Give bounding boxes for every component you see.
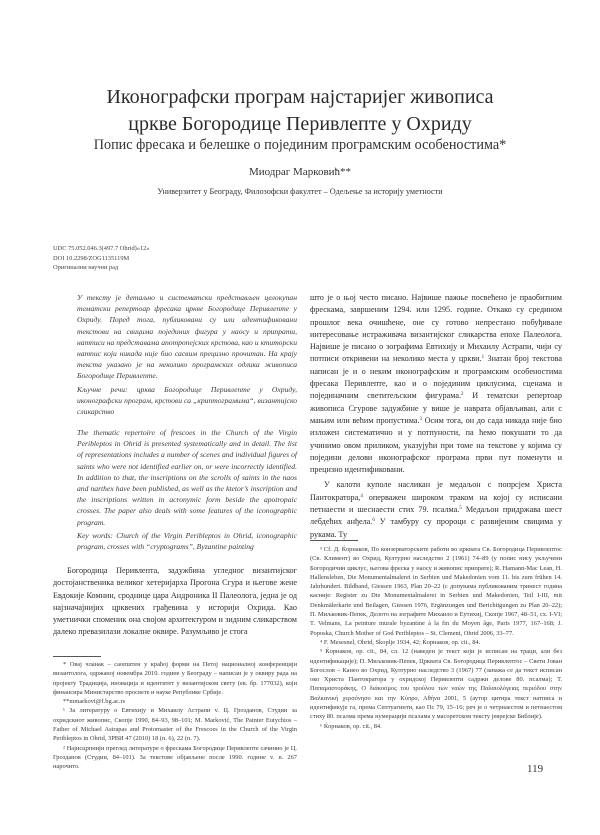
author-affiliation: Универзитет у Београду, Филозофски факултет – Одељење за историју уметности xyxy=(157,187,443,196)
page-number: 119 xyxy=(527,763,544,775)
body-text: Медаљон придржава шест лебдећих анђела. xyxy=(310,505,562,527)
doi[interactable]: DOI 10.2298/ZOG1135119M xyxy=(53,254,130,262)
body-text: што је о њој често писано. Највише пажње посвећено је праобитним фрескама, завршеним 1294. или 1295. године. Откако су средином прошлог века очишћене, оне су готово непрестано побуђивале интересовање истраживача византијског сликарства епохе Палеолога. Највише је писано о зографима Евтихију и Михаилу Астрапи, чији су потписи откривени на неколико места у цркви. xyxy=(310,293,562,364)
body-paragraph xyxy=(310,292,562,476)
keywords-english: Key words: Church of the Virgin Peribleptos in Ohrid, iconographic program, crosses with “cryptograms”, Byzantine painting xyxy=(77,530,297,552)
footnote: ⁴ F. Mesesnel, Ohrid, Skoplje 1934, 42; Ќорнаков, op. cit., 84. xyxy=(320,638,481,646)
footnote: ¹ За литературу о Евтихију и Михаилу Астрапи v. Ц. Грозданов, Студии за охридскиот живопис, Скопје 1990, 84–93, 98–101; M. Marković, The Painter Eutychios – Father of Michael Astrapas and Protomaster of the Frescoes in the Church of the Virgin Peribleptos in Ohrid, ЗРВИ 47 (2010) 18 (n. 6), 22 (n. 7). xyxy=(53,707,297,743)
footnote-divider xyxy=(53,656,101,657)
footnote-ref[interactable]: 1 xyxy=(481,355,485,361)
footnote-ref[interactable]: 2 xyxy=(461,392,464,398)
footnote: ⁶ Ќорнаков, op. cit., 84. xyxy=(320,722,382,730)
abstract-serbian xyxy=(77,292,297,419)
body-text: У тамбуру су пророци с развијеним свицима у рукама. Ту xyxy=(310,517,562,539)
body-text: оперважен широком траком на којој су исписани петнаести и шеснаести стих 79. псалма. xyxy=(310,492,562,515)
body-paragraph xyxy=(310,479,562,540)
keywords-serbian: Кључне речи: црква Богородице Перивлепте у Охриду, иконографски програм, крстови са „криптограмима“, византијско сликарство xyxy=(77,384,297,417)
footnotes-left xyxy=(53,660,297,772)
footnote: ³ Cf. Д. Ќорнаков, По конзерваторските работи во црквата Св. Богородица Перивлептос (Св. Климент) во Охрид, Културно наследство 2 (1961) 74–89 (у попис нису укључени Богородичин циклус, његова фреска у наосу и живопис припрате); R. Hamann-Mac Lean, H. Hallensleben, Die Monumentalmalerei in Serbien und Makedonien vom 11. bis zum frühen 14. Jahrhundert. Bildband, Giessen 1963, Plan 20–22 (с допунама публикованим тринест година касније: Register zu Die Monumentalmalerei in Serbien und Makedonien, Teil I-III, mit Denkmälerkarte und Beilagen, Giessen 1976, Ergänzungen und Berichtigungen zu Plan 20–22); П. Миљковик-Пепек, Делото на зографите Михаило и Еутихиј, Скопје 1967, 48–51, сх. I-VI; T. Velmans, La peinture murale byzantine à la fin du Moyen âge, Paris 1977, 167–168; J. Poposka, Church Mother of God Peribleptos – St. Clement, Ohrid 2006, 33–77. xyxy=(310,546,562,637)
title-line-1: Иконографски програм најстаријег живописа xyxy=(106,86,494,108)
title-line-2: цркве Богородице Перивлепте у Охриду xyxy=(128,113,472,135)
article-type: Оригинални научни рад xyxy=(53,264,119,272)
udc-code: UDC 75.052.046.3(497.7 Ohrid)»12» xyxy=(53,245,150,252)
article-subtitle: Попис фресака и белешке о појединим програмским особеностима* xyxy=(93,137,507,153)
footnote-ref[interactable]: 3 xyxy=(419,416,423,422)
body-column-left xyxy=(53,565,297,639)
body-text: У калоти куполе насликан је медаљон с попрсјем Христа Пантократора, xyxy=(310,480,562,502)
body-column-right xyxy=(310,292,562,541)
article-metadata xyxy=(53,244,150,273)
article-title xyxy=(0,84,600,138)
body-text: И тематски репертоар живописа Сгурове задужбине у више је наврата објављиван, али с мањим или већим пропустима. xyxy=(310,391,562,425)
abstract-english xyxy=(77,427,297,554)
abstract-english-text: The thematic repertoire of frescoes in the Church of the Virgin Peribleptos in Ohrid is presented systematically and in detail. The list of representations includes a number of scenes and individual figures of saints who were not identified earlier on, or were incorrectly identified. In addition to that, the inscriptions on the scrolls of saints in the naos and narthex have been published, as well as the ktetor’s inscription and the inscriptions written in acronymic form beside the apotropaic crosses. The paper also deals with some features of the iconographic program. xyxy=(77,428,297,527)
footnotes-right xyxy=(310,545,562,731)
footnote-ref[interactable]: 4 xyxy=(360,493,363,499)
footnote-ref[interactable]: 6 xyxy=(372,518,375,524)
footnote: ² Најисцрпнији преглед литературе о фрескама Богородице Перивлепте сачинио је Ц. Грозданов (Студии, 84–101). За текстове објављене после 1990. године v. n. 267 нарочито. xyxy=(53,744,297,771)
body-text: Осим тога, он до сада никада није био изложен систематично и у потпуности, па ћемо покушати то да учинимо овом приликом, указујући при томе на текстове у којима су поједини делови иконографског програма први пут поменути и прецизно идентификовани. xyxy=(310,415,562,475)
body-paragraph: Богородица Перивлепта, задужбина угледног византијског достојанственика великог хетеријарха Прогона Сгура и његове жене Евдокије Комнин, сроднице цара Андроника II Палеолога, једна је од најзначајнијих црквених грађевина у историји Охрида. Као уметнички споменик она својом архитектуром и зидним сликарством далеко превазилази локалне оквире. Разумљиво је стога xyxy=(53,566,297,637)
footnote-email[interactable]: **mmarkovi@f.bg.ac.rs xyxy=(63,698,126,706)
author-name: Миодраг Марковић** xyxy=(248,166,352,178)
footnote-divider xyxy=(310,540,358,541)
footnote: ⁵ Ќорнаков, op. cit., 84, сл. 12 (наведен је текст који је исписан на траци, али без идентификације); П. Миљковик-Пепек, Црквата Св. Богородица Перивлептос – Свети Јован Богослов – Канео во Охрид, Културно наследство 3 (1967) 77 (запажа се да текст исписан око Христа Пантократора у охридској Перивлепти садржи делове 80. псалма); Т. Παπαμαστοράκης, Ο διάκοσμος του τρούλου των ναών της Παλαιολόγειας περιόδου στην Βαλκανική χερσόνησο και την Κύπρο, Αθήνα 2001, 5 (аутор цитира текст натписа и идентификује га, према Септуагинти, као Пс 79, 15–16; реч је о четрнаестом и петнаестом стиху 80. псалма према нумерацији псалама у масоретском тексту јеврејске Библије). xyxy=(310,648,562,721)
footnote-ref[interactable]: 5 xyxy=(459,506,462,512)
footnote: * Овај чланак – саопштен у краћој форми на Петој националној конференцији византолога, одржаној новембра 2010. године у Београду – написан је у оквиру рада на пројекту Традиција, иновација и идентитет у византијском свету (ев. бр. 177032), који финансира Министарство просвете и науке Републике Србије. xyxy=(53,661,297,696)
abstract-serbian-text: У тексту је детаљно и систематски представљен целокупан тематски репертоар фресака цркве Богородице Перивлепте у Охриду. Поред тога, публиковани су или идентификовани текстови на свицима појединих фигура у наосу и припрати, натписи на представама апотропејских крстова, као и ктиторски натпис који никада није био сасвим прецизно прочитан. На крају текста указано је на неколико програмских одлика живописа Богородице Перивлепте. xyxy=(77,293,297,381)
body-text: Знатан број текстова написан је и о неким иконографским и програмским особеностима фресака Перивлепте, као и о појединим циклусима, сценама и појединачним светитељским фигурама. xyxy=(310,354,562,401)
